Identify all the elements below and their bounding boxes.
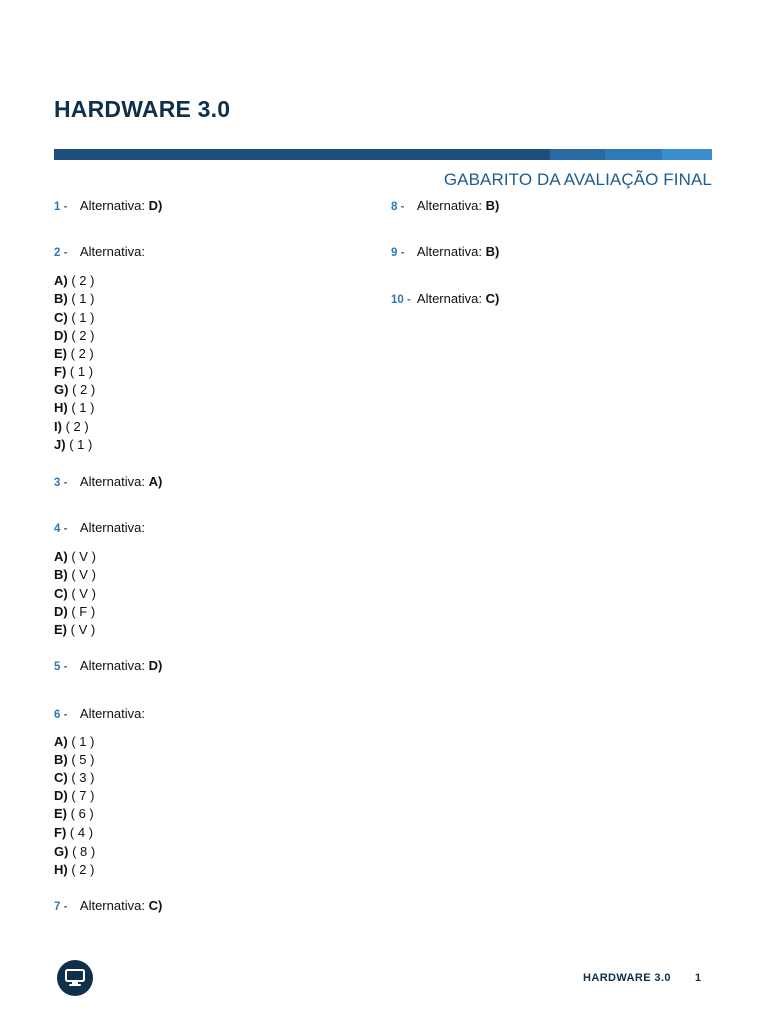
option-item: [54, 844, 95, 860]
monitor-icon: [57, 960, 93, 996]
section-subtitle: GABARITO DA AVALIAÇÃO FINAL: [443, 170, 712, 189]
question-label: Alternativa:: [79, 198, 145, 213]
option-value: ( 3 ): [71, 770, 95, 785]
option-item: [54, 622, 95, 638]
option-letter: D): [54, 328, 68, 343]
option-letter: G): [54, 382, 69, 397]
option-item: [54, 346, 94, 362]
option-letter: A): [54, 734, 68, 749]
option-value: ( 1 ): [69, 364, 94, 379]
option-value: ( V ): [71, 586, 96, 601]
option-value: ( V ): [70, 622, 96, 637]
option-value: ( V ): [71, 549, 96, 564]
option-value: ( 5 ): [71, 752, 95, 767]
option-item: [54, 567, 96, 583]
question-answer: D): [148, 658, 163, 673]
option-value: ( 8 ): [72, 844, 96, 859]
question-number: 3 -: [54, 477, 68, 489]
header-band-segment: [550, 149, 605, 160]
question-2: [54, 244, 145, 261]
question-4: [54, 520, 145, 537]
option-item: [54, 310, 94, 326]
option-value: ( 1 ): [71, 734, 95, 749]
option-value: ( 6 ): [70, 806, 94, 821]
question-answer: B): [485, 198, 500, 213]
option-value: ( 2 ): [71, 328, 95, 343]
question-number: 10 -: [391, 294, 411, 306]
option-value: ( 2 ): [71, 273, 95, 288]
option-item: [54, 586, 96, 602]
option-letter: D): [54, 604, 68, 619]
option-item: [54, 400, 94, 416]
question-answer: B): [485, 244, 500, 259]
question-1: [54, 198, 162, 215]
option-value: ( 2 ): [70, 346, 94, 361]
header-band-segment: [605, 149, 662, 160]
option-item: [54, 419, 89, 435]
question-answer: A): [148, 474, 163, 489]
option-value: ( 1 ): [71, 400, 95, 415]
page-number: 1: [695, 972, 702, 984]
option-letter: D): [54, 788, 68, 803]
option-item: [54, 328, 94, 344]
option-item: [54, 752, 94, 768]
footer-title: HARDWARE 3.0: [583, 972, 671, 984]
question-number: 5 -: [54, 661, 68, 673]
question-number: 2 -: [54, 247, 68, 259]
option-value: ( 7 ): [71, 788, 95, 803]
question-number: 7 -: [54, 901, 68, 913]
question-number: 4 -: [54, 523, 68, 535]
question-label: Alternativa:: [416, 291, 482, 306]
option-letter: B): [54, 291, 68, 306]
question-number: 6 -: [54, 709, 68, 721]
question-label: Alternativa:: [79, 658, 145, 673]
question-8: [391, 198, 499, 215]
question-answer: C): [148, 898, 163, 913]
question-label: Alternativa:: [79, 474, 145, 489]
option-item: [54, 364, 93, 380]
option-letter: H): [54, 862, 68, 877]
option-letter: A): [54, 549, 68, 564]
question-answer: D): [148, 198, 163, 213]
question-number: 1 -: [54, 201, 68, 213]
option-letter: B): [54, 567, 68, 582]
option-item: [54, 273, 94, 289]
option-item: [54, 806, 94, 822]
option-item: [54, 549, 96, 565]
option-value: ( 2 ): [71, 862, 95, 877]
question-9: [391, 244, 499, 261]
option-value: ( 1 ): [71, 291, 95, 306]
option-letter: G): [54, 844, 69, 859]
question-10: [391, 291, 499, 308]
option-item: [54, 382, 95, 398]
question-6: [54, 706, 145, 723]
question-label: Alternativa:: [79, 706, 145, 721]
document-title: HARDWARE 3.0: [54, 96, 231, 122]
option-letter: C): [54, 770, 68, 785]
option-letter: E): [54, 346, 67, 361]
option-letter: J): [54, 437, 66, 452]
option-value: ( 2 ): [72, 382, 96, 397]
option-item: [54, 770, 94, 786]
question-label: Alternativa:: [416, 244, 482, 259]
option-letter: B): [54, 752, 68, 767]
option-letter: F): [54, 825, 67, 840]
option-item: [54, 437, 92, 453]
option-letter: E): [54, 622, 67, 637]
header-band-segment: [662, 149, 712, 160]
question-number: 9 -: [391, 247, 405, 259]
option-letter: A): [54, 273, 68, 288]
question-answer: C): [485, 291, 500, 306]
option-value: ( 1 ): [71, 310, 95, 325]
option-letter: C): [54, 586, 68, 601]
option-letter: H): [54, 400, 68, 415]
option-letter: C): [54, 310, 68, 325]
option-letter: I): [54, 419, 62, 434]
option-value: ( V ): [71, 567, 96, 582]
option-value: ( 1 ): [69, 437, 93, 452]
option-letter: E): [54, 806, 67, 821]
option-value: ( 2 ): [65, 419, 89, 434]
option-item: [54, 734, 94, 750]
option-item: [54, 825, 93, 841]
option-value: ( F ): [71, 604, 96, 619]
option-item: [54, 291, 94, 307]
option-letter: F): [54, 364, 67, 379]
option-item: [54, 862, 94, 878]
option-value: ( 4 ): [69, 825, 94, 840]
question-number: 8 -: [391, 201, 405, 213]
header-band-segment: [54, 149, 550, 160]
question-label: Alternativa:: [79, 898, 145, 913]
question-7: [54, 898, 162, 915]
option-item: [54, 788, 94, 804]
question-label: Alternativa:: [79, 520, 145, 535]
question-label: Alternativa:: [416, 198, 482, 213]
question-5: [54, 658, 162, 675]
question-3: [54, 474, 162, 491]
question-label: Alternativa:: [79, 244, 145, 259]
option-item: [54, 604, 95, 620]
